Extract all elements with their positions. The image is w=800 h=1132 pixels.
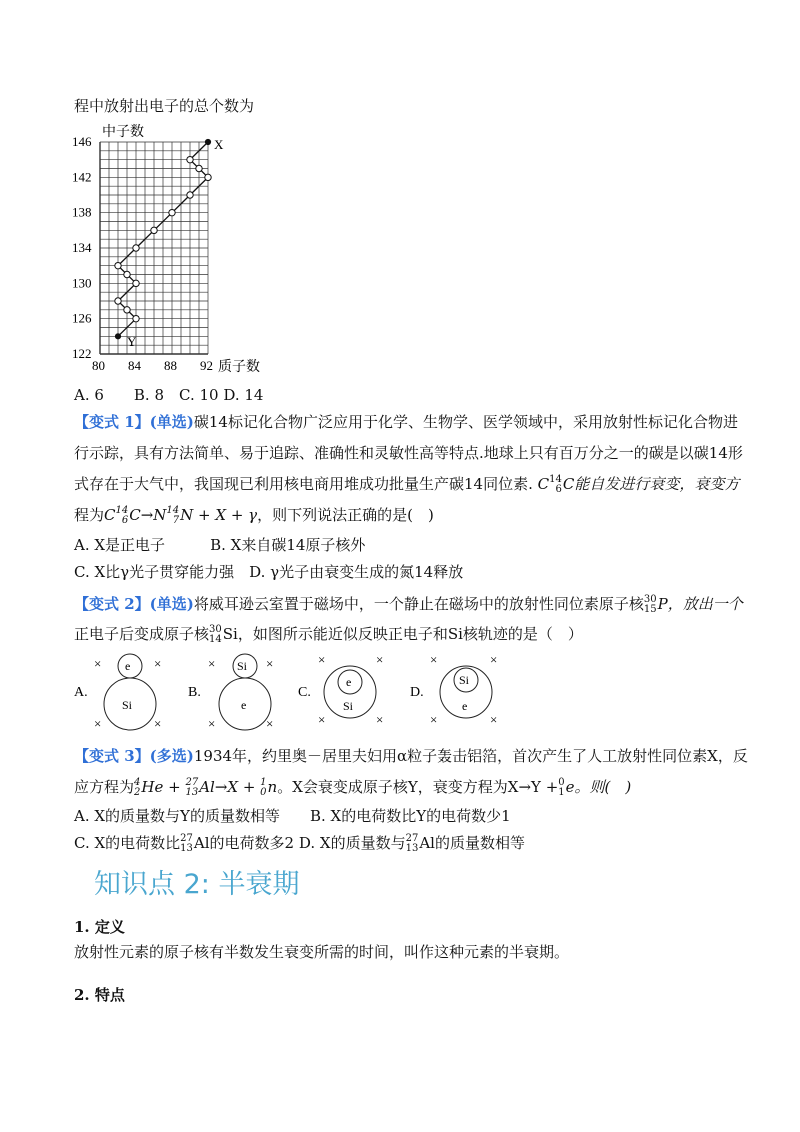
v1-optB: B. X来自碳14原子核外 xyxy=(210,536,366,554)
svg-text:×: × xyxy=(490,652,498,667)
y-tick-label: 138 xyxy=(72,204,92,220)
svg-text:D.: D. xyxy=(410,685,424,700)
svg-text:B.: B. xyxy=(188,685,201,700)
svg-text:×: × xyxy=(376,652,384,667)
y-tick-label: 134 xyxy=(72,240,92,255)
svg-text:×: × xyxy=(154,716,162,731)
label-x: X xyxy=(214,137,224,152)
v3-line2b: 。X会衰变成原子核Y，衰变方程为X→Y + xyxy=(277,778,559,796)
svg-text:×: × xyxy=(94,716,102,731)
data-point xyxy=(115,298,121,304)
svg-text:×: × xyxy=(490,712,498,727)
svg-text:×: × xyxy=(208,716,216,731)
v3-line2c: e。则( ) xyxy=(565,778,632,796)
svg-text:Si: Si xyxy=(459,673,470,687)
intro-line: 程中放射出电子的总个数为 xyxy=(74,97,255,115)
v3-tag: 【变式 3】(多选) xyxy=(74,747,194,765)
fig-c xyxy=(298,652,383,727)
svg-text:×: × xyxy=(266,656,274,671)
y-tick-label: 122 xyxy=(72,346,92,361)
v2-tag: 【变式 2】(单选) xyxy=(74,595,194,613)
y-tick-label: 130 xyxy=(72,275,92,291)
svg-text:×: × xyxy=(430,712,438,727)
y-tick-label: 146 xyxy=(72,134,92,149)
svg-text:e: e xyxy=(241,698,247,712)
data-point xyxy=(196,165,202,171)
label-y: Y xyxy=(127,334,137,349)
fig-d xyxy=(410,652,497,727)
v3-line1: 1934年，约里奥－居里夫妇用α粒子轰击铝箔，首次产生了人工放射性同位素X，反 xyxy=(193,747,748,765)
data-point xyxy=(124,307,130,313)
svg-text:×: × xyxy=(376,712,384,727)
v3-optC2: Al的电荷数多2 xyxy=(193,834,295,852)
q1-options: A. 6 B. 8 C. 10 D. 14 xyxy=(74,386,264,404)
data-point xyxy=(133,280,139,286)
svg-text:×: × xyxy=(318,712,326,727)
data-point xyxy=(124,271,130,277)
v3-optD: D. X的质量数与 xyxy=(298,834,406,852)
x-tick-label: 88 xyxy=(164,358,177,373)
svg-text:Si: Si xyxy=(343,699,354,713)
v1-line1: 碳14标记化合物广泛应用于化学、生物学、医学领域中，采用放射性标记化合物进 xyxy=(193,413,738,431)
v2-line2b: Si，如图所示能近似反映正电子和Si核轨迹的是（ ） xyxy=(222,625,583,643)
v1-line2: 行示踪，具有方法简单、易于追踪、准确性和灵敏性高等特点.地球上只有百万分之一的碳是以碳14形 xyxy=(74,444,743,462)
v3-optC: C. X的电荷数比 xyxy=(74,834,181,852)
def-text: 放射性元素的原子核有半数发生衰变所需的时间，叫作这种元素的半衰期。 xyxy=(74,943,570,961)
svg-text:×: × xyxy=(208,656,216,671)
v1-optD: D. γ光子由衰变生成的氮14释放 xyxy=(249,563,464,581)
v3-optB: B. X的电荷数比Y的电荷数少1 xyxy=(309,807,511,825)
data-point xyxy=(133,315,139,321)
y-axis-label: 中子数 xyxy=(102,125,144,140)
x-tick-label: 84 xyxy=(128,358,141,373)
x-axis-label: 质子数 xyxy=(218,360,260,375)
v1-line4a: 程为 xyxy=(74,506,105,524)
fig-a xyxy=(74,654,161,731)
svg-text:Si: Si xyxy=(122,698,133,712)
v1-tag: 【变式 1】(单选) xyxy=(74,413,194,431)
v1-line3b: C能自发进行衰变，衰变方 xyxy=(562,475,740,493)
svg-text:×: × xyxy=(318,652,326,667)
v1-line3a: 式存在于大气中，我国现已利用核电商用堆成功批量生产碳14同位素. xyxy=(74,475,533,493)
v1-optA: A. X是正电子 xyxy=(74,536,166,554)
svg-text:×: × xyxy=(430,652,438,667)
v2-line2a: 正电子后变成原子核 xyxy=(74,625,210,643)
svg-text:C.: C. xyxy=(298,685,311,700)
section-heading: 知识点 2: 半衰期 xyxy=(94,869,300,900)
data-point xyxy=(205,174,211,180)
v2-line1a: 将威耳逊云室置于磁场中，一个静止在磁场中的放射性同位素原子核 xyxy=(193,595,644,613)
data-point xyxy=(187,192,193,198)
data-point xyxy=(169,209,175,215)
svg-text:Si: Si xyxy=(237,659,248,673)
v1-line4b: ，则下列说法正确的是( ) xyxy=(257,506,434,524)
y-tick-label: 126 xyxy=(72,310,92,326)
v1-optC: C. X比γ光子贯穿能力强 xyxy=(74,563,235,581)
data-point xyxy=(151,227,157,233)
data-point xyxy=(115,334,120,339)
svg-text:×: × xyxy=(154,656,162,671)
v3-optD2: Al的质量数相等 xyxy=(419,834,525,852)
v3-optA: A. X的质量数与Y的质量数相等 xyxy=(74,807,280,825)
data-point xyxy=(115,262,121,268)
svg-text:×: × xyxy=(266,716,274,731)
data-point xyxy=(133,245,139,251)
v2-line1b: P，放出一个 xyxy=(657,595,743,613)
data-point xyxy=(205,139,210,144)
nuclide-chart xyxy=(70,118,310,378)
fig-b xyxy=(188,654,273,731)
chart-grid xyxy=(100,142,208,354)
svg-text:e: e xyxy=(125,659,131,673)
def-title: 1. 定义 xyxy=(74,918,125,936)
svg-text:e: e xyxy=(462,699,468,713)
v3-line2a: 应方程为 xyxy=(74,778,135,796)
x-tick-label: 80 xyxy=(92,358,105,373)
x-tick-label: 92 xyxy=(200,358,213,373)
feat-title: 2. 特点 xyxy=(74,986,125,1004)
y-tick-label: 142 xyxy=(72,169,92,185)
svg-text:e: e xyxy=(346,675,352,689)
svg-text:×: × xyxy=(94,656,102,671)
svg-text:A.: A. xyxy=(74,685,88,700)
track-figures xyxy=(70,646,630,736)
data-point xyxy=(187,156,193,162)
